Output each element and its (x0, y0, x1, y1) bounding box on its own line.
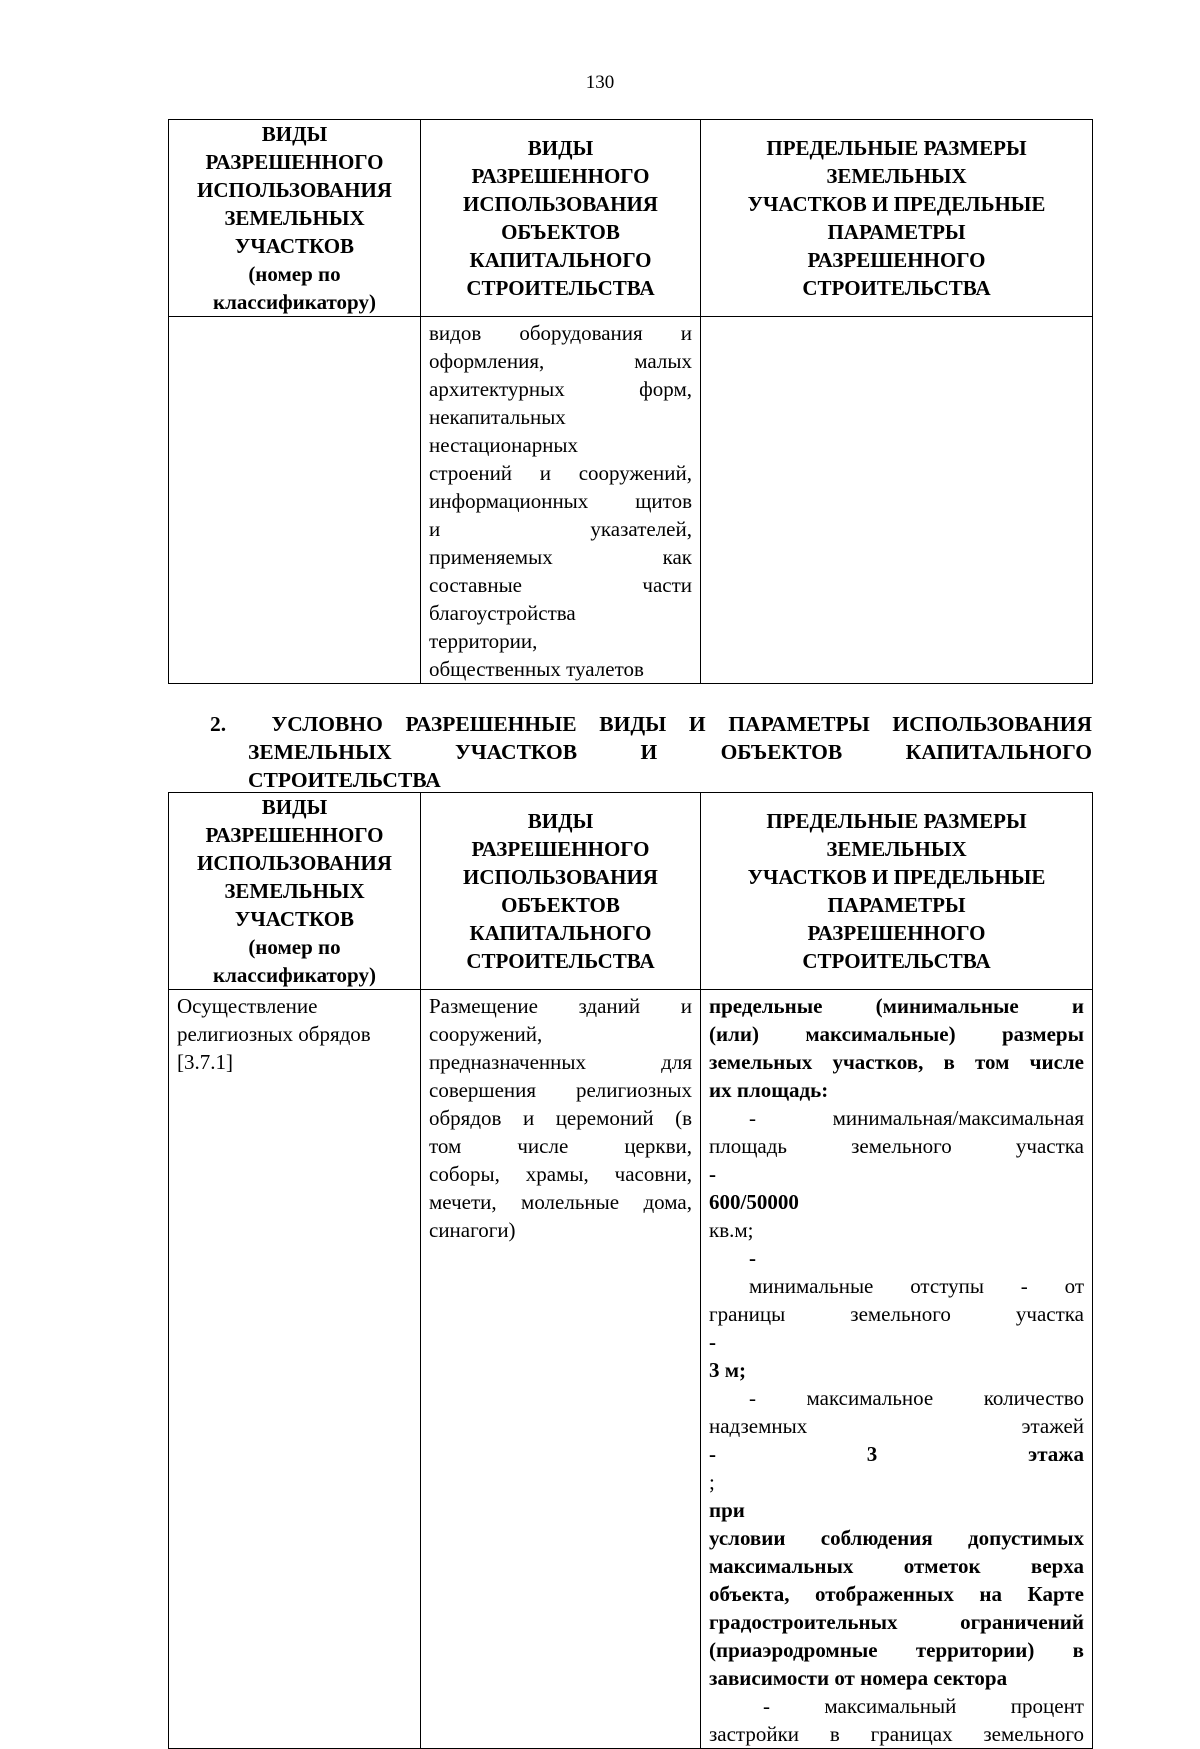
param-text: площадь земельного участка (709, 1134, 1084, 1158)
table-row (169, 317, 1093, 684)
section-title-line (210, 710, 1092, 738)
section-title-line: ЗЕМЕЛЬНЫХ УЧАСТКОВ И ОБЪЕКТОВ КАПИТАЛЬНОГО (248, 740, 1092, 764)
header-text: КАПИТАЛЬНОГО (469, 921, 652, 945)
param-dash: - (709, 1162, 716, 1186)
header-text: УЧАСТКОВ И ПРЕДЕЛЬНЫЕ (747, 865, 1046, 889)
header-text: ОБЪЕКТОВ (501, 220, 620, 244)
page-number: 130 (585, 72, 615, 93)
header-text: ВИДЫ (261, 795, 328, 819)
header-col-parameters (701, 120, 1093, 317)
cell-text: обрядов и церемоний (в (429, 1106, 692, 1130)
param-dash: - (709, 1330, 716, 1354)
header-text: ИСПОЛЬЗОВАНИЯ (197, 178, 392, 202)
param-line (709, 1300, 1084, 1356)
cell-text: благоустройства (429, 601, 576, 625)
table-1-header-row (169, 120, 1093, 317)
section-number: 2. (210, 712, 227, 736)
cell-text: сооружений, (429, 1022, 543, 1046)
cell-text: религиозных обрядов (177, 1022, 371, 1046)
header-col-land-use (169, 793, 421, 990)
header-text: СТРОИТЕЛЬСТВА (466, 949, 655, 973)
table-cell-construction-use (421, 317, 701, 684)
header-text: ЗЕМЕЛЬНЫХ (224, 206, 365, 230)
param-line (709, 1188, 1084, 1244)
table-row (169, 990, 1093, 1749)
table-cell-empty (701, 317, 1093, 684)
param-dash: - (749, 1246, 756, 1270)
param-text: ; (709, 1470, 715, 1494)
header-text: ИСПОЛЬЗОВАНИЯ (463, 865, 658, 889)
cell-text: строений и сооружений, (429, 461, 692, 485)
header-text: классификатору) (213, 963, 376, 987)
param-text: при (709, 1498, 745, 1522)
param-line (709, 1244, 1084, 1300)
header-text: ЗЕМЕЛЬНЫХ (826, 837, 967, 861)
param-value: - 3 этажа (709, 1442, 1084, 1466)
param-text: - максимальное количество (749, 1386, 1084, 1410)
cell-text: составные части (429, 573, 692, 597)
header-text: ИСПОЛЬЗОВАНИЯ (463, 192, 658, 216)
param-unit: кв.м; (709, 1218, 754, 1242)
header-text: ПАРАМЕТРЫ (827, 893, 966, 917)
param-text: минимальные отступы - от (749, 1274, 1084, 1298)
header-text: ВИДЫ (527, 136, 594, 160)
param-text: земельных участков, в том числе (709, 1050, 1084, 1074)
cell-text: синагоги) (429, 1218, 516, 1242)
cell-text: Осуществление (177, 994, 318, 1018)
header-text: ИСПОЛЬЗОВАНИЯ (197, 851, 392, 875)
param-value: 600/50000 (709, 1190, 799, 1214)
header-col-construction-use (421, 120, 701, 317)
param-text: застройки в границах земельного (709, 1722, 1084, 1746)
header-text: (номер по (248, 935, 341, 959)
header-text: ПАРАМЕТРЫ (827, 220, 966, 244)
header-col-parameters (701, 793, 1093, 990)
table-cell-empty (169, 317, 421, 684)
cell-text: архитектурных форм, (429, 377, 692, 401)
param-text: предельные (минимальные и (709, 994, 1084, 1018)
cell-text: общественных туалетов (429, 657, 644, 681)
cell-text: информационных щитов (429, 489, 692, 513)
cell-text: том числе церкви, (429, 1134, 692, 1158)
header-text: ЗЕМЕЛЬНЫХ (826, 164, 967, 188)
section-title-text: УСЛОВНО РАЗРЕШЕННЫЕ ВИДЫ И ПАРАМЕТРЫ ИСПОЛЬЗОВАНИЯ (271, 712, 1092, 736)
cell-text: предназначенных для (429, 1050, 692, 1074)
header-text: СТРОИТЕЛЬСТВА (802, 949, 991, 973)
header-text: РАЗРЕШЕННОГО (807, 248, 986, 272)
param-text: условии соблюдения допустимых (709, 1526, 1084, 1550)
header-text: классификатору) (213, 290, 376, 314)
header-text: ОБЪЕКТОВ (501, 893, 620, 917)
header-col-land-use (169, 120, 421, 317)
param-text: зависимости от номера сектора (709, 1666, 1008, 1690)
param-text: (или) максимальные) размеры (709, 1022, 1084, 1046)
cell-text: видов оборудования и (429, 321, 692, 345)
classifier-code: [3.7.1] (177, 1050, 233, 1074)
param-text: (приаэродромные территории) в (709, 1638, 1084, 1662)
header-text: ВИДЫ (527, 809, 594, 833)
param-line (709, 1412, 1084, 1524)
header-text: РАЗРЕШЕННОГО (471, 164, 650, 188)
cell-text: и указателей, (429, 517, 692, 541)
cell-text: нестационарных (429, 433, 579, 457)
cell-text: территории, (429, 629, 538, 653)
cell-text: оформления, малых (429, 349, 692, 373)
param-text: границы земельного участка (709, 1302, 1084, 1326)
param-text: надземных этажей (709, 1414, 1084, 1438)
table-2-header-row (169, 793, 1093, 990)
header-text: ПРЕДЕЛЬНЫЕ РАЗМЕРЫ (766, 809, 1027, 833)
header-text: РАЗРЕШЕННОГО (807, 921, 986, 945)
table-cell-land-use (169, 990, 421, 1749)
param-text: объекта, отображенных на Карте (709, 1582, 1084, 1606)
header-text: РАЗРЕШЕННОГО (471, 837, 650, 861)
header-text: СТРОИТЕЛЬСТВА (802, 276, 991, 300)
section-2-title (210, 710, 1092, 794)
header-col-construction-use (421, 793, 701, 990)
table-cell-construction-use (421, 990, 701, 1749)
header-text: ПРЕДЕЛЬНЫЕ РАЗМЕРЫ (766, 136, 1027, 160)
param-line (709, 1132, 1084, 1188)
param-text: - минимальная/максимальная (749, 1106, 1084, 1130)
table-1 (168, 119, 1093, 684)
cell-text: некапитальных (429, 405, 566, 429)
param-text: их площадь: (709, 1078, 829, 1102)
cell-text: соборы, храмы, часовни, (429, 1162, 692, 1186)
cell-text: мечети, молельные дома, (429, 1190, 692, 1214)
header-text: РАЗРЕШЕННОГО (205, 150, 384, 174)
header-text: УЧАСТКОВ И ПРЕДЕЛЬНЫЕ (747, 192, 1046, 216)
header-text: УЧАСТКОВ (234, 234, 355, 258)
header-text: ЗЕМЕЛЬНЫХ (224, 879, 365, 903)
header-text: ВИДЫ (261, 122, 328, 146)
cell-text: совершения религиозных (429, 1078, 692, 1102)
table-cell-parameters (701, 990, 1093, 1749)
header-text: УЧАСТКОВ (234, 907, 355, 931)
table-2 (168, 792, 1093, 1749)
header-text: КАПИТАЛЬНОГО (469, 248, 652, 272)
param-text: градостроительных ограничений (709, 1610, 1084, 1634)
section-title-line: СТРОИТЕЛЬСТВА (248, 768, 441, 792)
param-text: максимальных отметок верха (709, 1554, 1084, 1578)
header-text: (номер по (248, 262, 341, 286)
cell-text: применяемых как (429, 545, 692, 569)
header-text: РАЗРЕШЕННОГО (205, 823, 384, 847)
param-text: - максимальный процент (763, 1694, 1084, 1718)
header-text: СТРОИТЕЛЬСТВА (466, 276, 655, 300)
cell-text: Размещение зданий и (429, 994, 692, 1018)
param-value: 3 м; (709, 1358, 747, 1382)
